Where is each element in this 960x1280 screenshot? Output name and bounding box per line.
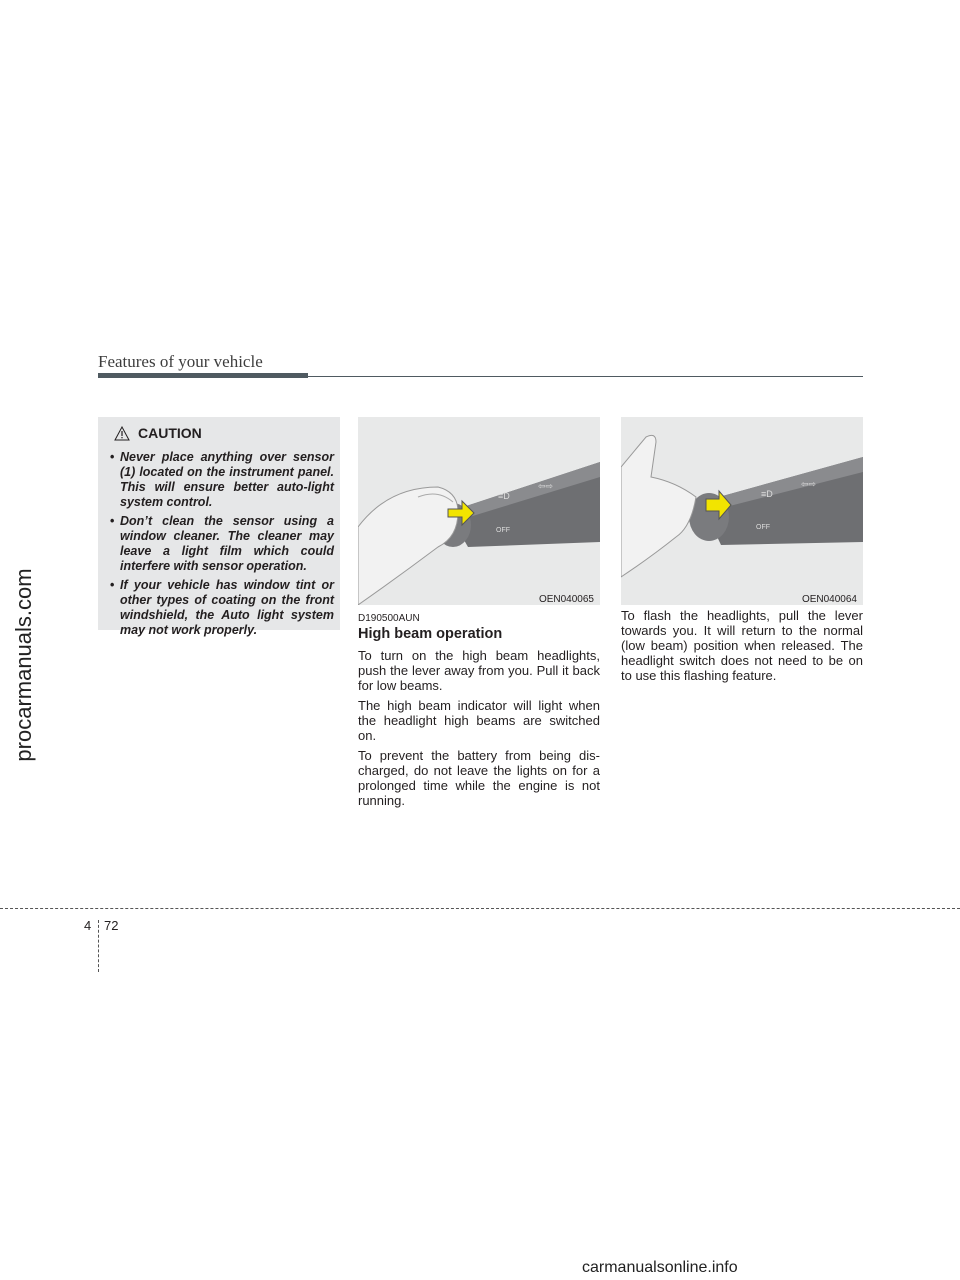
high-beam-text bbox=[358, 648, 600, 813]
section-code: D190500AUN bbox=[358, 613, 420, 624]
svg-text:≡D: ≡D bbox=[761, 489, 773, 499]
lever-push-illustration bbox=[358, 417, 600, 605]
caution-box bbox=[98, 417, 340, 637]
paragraph: The high beam indicator will light when the headlight high beams are switched on. bbox=[358, 698, 600, 743]
bottom-watermark: carmanualsonline.info bbox=[582, 1259, 738, 1276]
caution-item-text: Never place anything over sensor (1) located on the instrument panel. This will ensure better auto-light system control. bbox=[120, 450, 334, 509]
warning-triangle-icon bbox=[114, 426, 130, 441]
figure-code: OEN040064 bbox=[801, 594, 857, 605]
svg-text:⇦⇨: ⇦⇨ bbox=[538, 481, 554, 491]
header-rule bbox=[98, 376, 863, 377]
figure-code: OEN040065 bbox=[538, 594, 594, 605]
footer-vertical-rule bbox=[98, 920, 99, 972]
side-watermark-text: procarmanuals.com bbox=[11, 568, 36, 762]
section-number: 4 bbox=[84, 918, 92, 933]
svg-text:OFF: OFF bbox=[496, 527, 510, 534]
paragraph: To flash the headlights, pull the lever towards you. It will return to the normal (low beam) position when released. The headlight switch does not need to be on to use this flashing feature. bbox=[621, 608, 863, 683]
caution-heading bbox=[114, 425, 202, 441]
caution-title: CAUTION bbox=[138, 425, 202, 441]
flash-text bbox=[621, 608, 863, 688]
section-title: High beam operation bbox=[358, 626, 503, 642]
svg-text:OFF: OFF bbox=[756, 524, 770, 531]
caution-item: • If your vehicle has window tint or other types of coating on the front windshield, the Auto light system may not work properly. bbox=[110, 578, 334, 637]
figure-high-beam-push bbox=[358, 417, 600, 605]
caution-item-text: Don’t clean the sensor using a window cleaner. The cleaner may leave a light film which could interfere with sensor operation. bbox=[120, 514, 334, 573]
svg-text:≡D: ≡D bbox=[498, 491, 510, 501]
footer-rule bbox=[0, 908, 960, 909]
caution-item: • Never place anything over sensor (1) located on the instrument panel. This will ensure better auto-light system control. bbox=[110, 450, 334, 509]
svg-text:⇦⇨: ⇦⇨ bbox=[801, 479, 817, 489]
lever-pull-illustration bbox=[621, 417, 863, 605]
figure-flash-pull bbox=[621, 417, 863, 605]
page-header-title: Features of your vehicle bbox=[98, 352, 263, 371]
paragraph: To turn on the high beam headlights, push the lever away from you. Pull it back for low beams. bbox=[358, 648, 600, 693]
caution-item-text: If your vehicle has window tint or other types of coating on the front windshield, the Auto light system may not work properly. bbox=[120, 578, 334, 637]
caution-item: • Don’t clean the sensor using a window cleaner. The cleaner may leave a light film which could interfere with sensor operation. bbox=[110, 514, 334, 573]
caution-list bbox=[106, 450, 334, 642]
page-number: 72 bbox=[104, 918, 119, 933]
side-watermark bbox=[4, 540, 44, 790]
paragraph: To prevent the battery from being dis- charged, do not leave the lights on for a prolonged time while the engine is not running. bbox=[358, 748, 600, 808]
